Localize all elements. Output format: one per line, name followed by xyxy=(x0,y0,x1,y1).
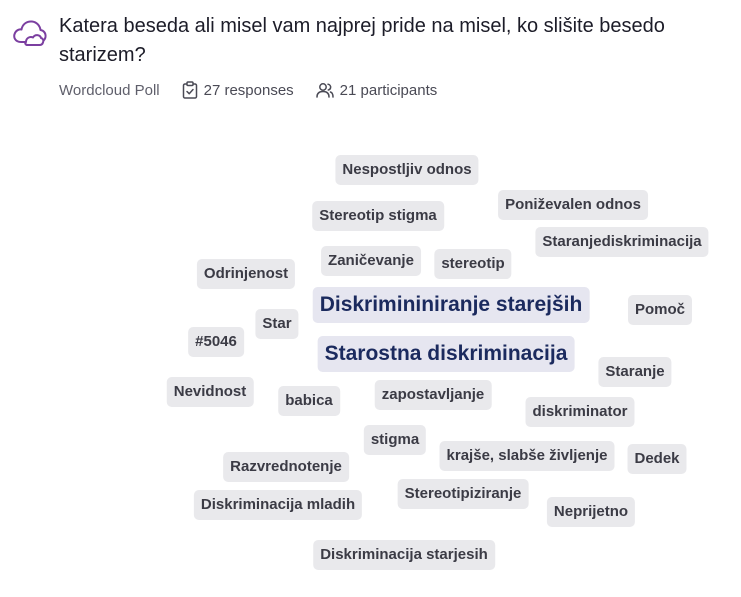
word-tag: Neprijetno xyxy=(547,497,635,527)
word-tag: Pomoč xyxy=(628,295,692,325)
word-tag: Diskriminacija starjesih xyxy=(313,540,495,570)
word-tag-large: Starostna diskriminacija xyxy=(318,336,575,372)
word-tag: zapostavljanje xyxy=(375,380,492,410)
word-tag: Star xyxy=(255,309,298,339)
responses-label: 27 responses xyxy=(203,81,294,99)
word-tag: Odrinjenost xyxy=(197,259,295,289)
word-tag: Zaničevanje xyxy=(321,246,421,276)
word-tag: krajše, slabše življenje xyxy=(440,441,615,471)
word-tag: babica xyxy=(278,386,340,416)
word-tag: Stereotip stigma xyxy=(312,201,444,231)
participants-label: 21 participants xyxy=(339,81,438,99)
poll-question: Katera beseda ali misel vam najprej pride na misel, ko slišite besedo starizem? xyxy=(59,15,665,66)
word-tag: Diskriminacija mladih xyxy=(194,490,362,520)
word-tag-large: Diskrimininiranje starejših xyxy=(313,287,590,323)
word-tag: #5046 xyxy=(188,327,244,357)
word-tag: stigma xyxy=(364,425,426,455)
word-tag: stereotip xyxy=(434,249,511,279)
word-tag: Staranjediskriminacija xyxy=(535,227,708,257)
word-tag: diskriminator xyxy=(525,397,634,427)
word-tag: Dedek xyxy=(627,444,686,474)
word-tag: Nespostljiv odnos xyxy=(335,155,478,185)
word-tag: Razvrednotenje xyxy=(223,452,349,482)
word-tag: Nevidnost xyxy=(167,377,254,407)
poll-type-label: Wordcloud Poll xyxy=(59,81,160,99)
word-tag: Staranje xyxy=(598,357,671,387)
word-tag: Stereotipiziranje xyxy=(398,479,529,509)
word-tag: Poniževalen odnos xyxy=(498,190,648,220)
